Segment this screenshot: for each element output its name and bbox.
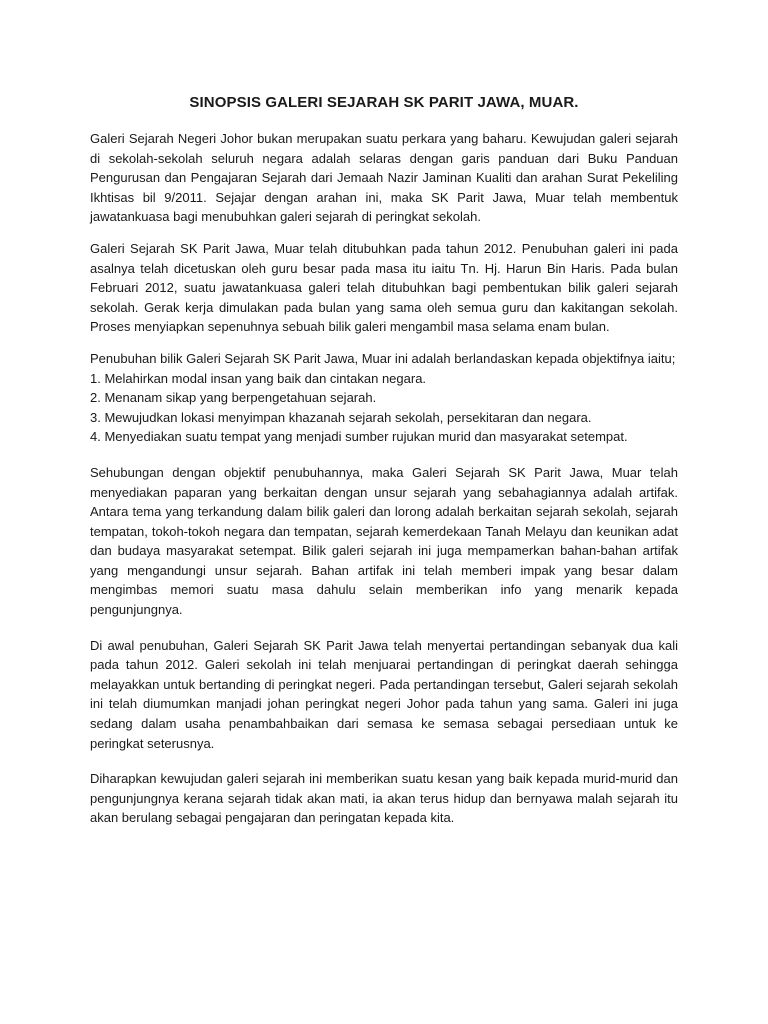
paragraph-background: Galeri Sejarah Negeri Johor bukan merupakan suatu perkara yang baharu. Kewujudan galeri sejarah di sekolah-sekolah seluruh negara adalah selaras dengan garis panduan dari Buku Panduan Pengurusan dan Pengajaran Sejarah dari Jemaah Nazir Jaminan Kualiti dan arahan Surat Pekeliling Ikhtisas bil 9/2011. Sejajar dengan arahan ini, maka SK Parit Jawa, Muar telah membentuk jawatankuasa bagi menubuhkan galeri sejarah di peringkat sekolah. [90, 131, 678, 225]
objectives-list [90, 369, 678, 447]
objective-item: 1. Melahirkan modal insan yang baik dan cintakan negara. [90, 370, 427, 386]
paragraph-conclusion: Diharapkan kewujudan galeri sejarah ini memberikan suatu kesan yang baik kepada murid-murid dan pengunjungnya kerana sejarah tidak akan mati, ia akan terus hidup dan bernyawa malah sejarah itu akan berulang sebagai pengajaran dan peringatan kepada kita. [90, 771, 678, 826]
document-body [90, 129, 678, 840]
objective-item: 2. Menanam sikap yang berpengetahuan sejarah. [90, 390, 377, 406]
objective-item: 4. Menyediakan suatu tempat yang menjadi sumber rujukan murid dan masyarakat setempat. [90, 429, 628, 445]
objectives-intro: Penubuhan bilik Galeri Sejarah SK Parit Jawa, Muar ini adalah berlandaskan kepada objektifnya iaitu; [90, 350, 676, 366]
objective-item: 3. Mewujudkan lokasi menyimpan khazanah sejarah sekolah, persekitaran dan negara. [90, 409, 592, 425]
paragraph-exhibits: Sehubungan dengan objektif penubuhannya, maka Galeri Sejarah SK Parit Jawa, Muar telah menyediakan paparan yang berkaitan dengan unsur sejarah yang sebahagiannya adalah artifak. Antara tema yang terkandung dalam bilik galeri dan lorong adalah berkaitan sejarah sekolah, sejarah tempatan, tokoh-tokoh negara dan tempatan, sejarah kemerdekaan Tanah Melayu dan keunikan adat dan budaya masyarakat setempat. Bilik galeri sejarah ini juga mempamerkan bahan-bahan artifak yang mengandungi unsur sejarah. Bahan artifak ini telah memberi impak yang besar dalam mengimbas memori suatu masa dahulu selain memberikan info yang menarik kepada pengunjungnya. [90, 464, 678, 618]
paragraph-competitions: Di awal penubuhan, Galeri Sejarah SK Parit Jawa telah menyertai pertandingan sebanyak dua kali pada tahun 2012. Galeri sekolah ini telah menjuarai pertandingan di peringkat daerah sehingga melayakkan untuk bertanding di peringkat negeri. Pada pertandingan tersebut, Galeri sejarah sekolah ini telah diumumkan manjadi johan peringkat negeri Johor pada tahun yang sama. Galeri ini juga sedang dalam usaha penambahbaikan dari semasa ke semasa sebagai persediaan untuk ke peringkat seterusnya. [90, 637, 678, 751]
document-title: SINOPSIS GALERI SEJARAH SK PARIT JAWA, MUAR. [189, 94, 579, 111]
paragraph-establishment: Galeri Sejarah SK Parit Jawa, Muar telah ditubuhkan pada tahun 2012. Penubuhan galeri ini pada asalnya telah dicetuskan oleh guru besar pada masa itu iaitu Tn. Hj. Harun Bin Haris. Pada bulan Februari 2012, suatu jawatankuasa galeri telah ditubuhkan bagi pembentukan bilik galeri sejarah sekolah. Gerak kerja dimulakan pada bulan yang sama oleh semua guru dan kakitangan sekolah. Proses menyiapkan sepenuhnya sebuah bilik galeri mengambil masa selama enam bulan. [90, 240, 678, 335]
